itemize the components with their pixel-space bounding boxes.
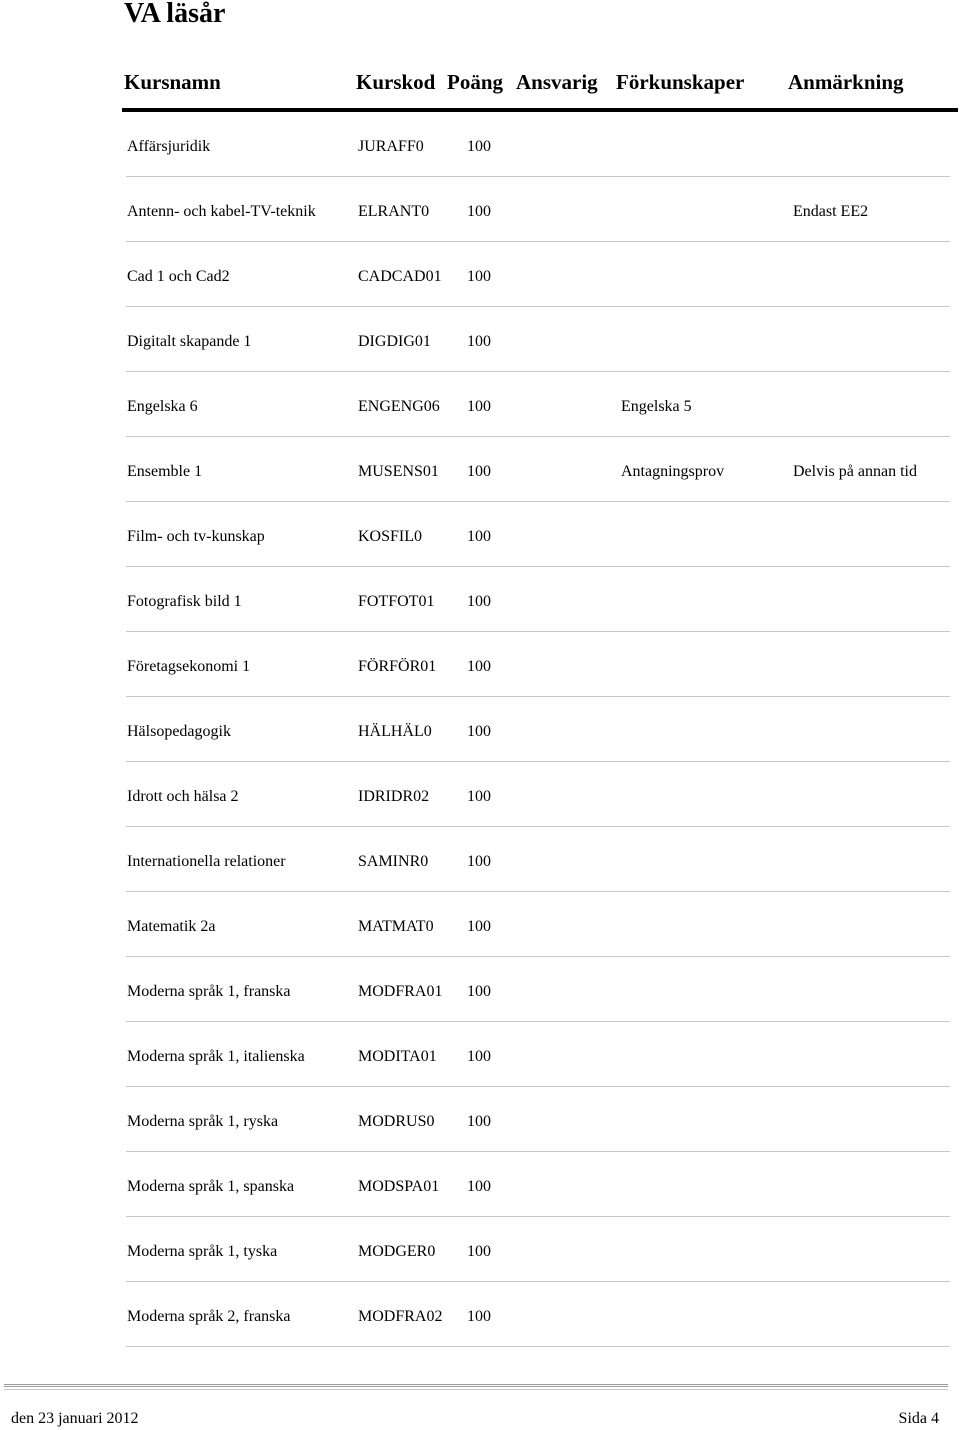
course-remark: Delvis på annan tid (793, 463, 917, 480)
table-row (126, 567, 950, 632)
course-points: 100 (467, 1048, 491, 1065)
table-row (126, 502, 950, 567)
course-name: Film- och tv-kunskap (127, 528, 265, 545)
course-points: 100 (467, 333, 491, 350)
course-code: MODITA01 (358, 1048, 437, 1065)
course-points: 100 (467, 593, 491, 610)
footer-divider-secondary (4, 1389, 948, 1390)
course-name: Internationella relationer (127, 853, 286, 870)
header-kursnamn: Kursnamn (124, 70, 221, 94)
course-name: Digitalt skapande 1 (127, 333, 252, 350)
header-ansvarig: Ansvarig (516, 70, 598, 94)
course-name: Ensemble 1 (127, 463, 203, 480)
course-points: 100 (467, 723, 491, 740)
table-row (126, 1282, 950, 1347)
course-points: 100 (467, 1113, 491, 1130)
course-code: DIGDIG01 (358, 333, 431, 350)
table-row (126, 957, 950, 1022)
table-row (126, 372, 950, 437)
course-points: 100 (467, 203, 491, 220)
table-row (126, 177, 950, 242)
course-name: Idrott och hälsa 2 (127, 788, 239, 805)
header-poang: Poäng (447, 70, 504, 94)
table-row (126, 1217, 950, 1282)
course-code: MODFRA01 (358, 983, 443, 1000)
course-name: Fotografisk bild 1 (127, 593, 242, 610)
course-points: 100 (467, 463, 491, 480)
table-row (126, 1152, 950, 1217)
course-points: 100 (467, 918, 491, 935)
course-code: HÄLHÄL0 (358, 723, 432, 740)
table-row (126, 762, 950, 827)
footer-date: den 23 januari 2012 (11, 1410, 139, 1427)
course-code: MODFRA02 (358, 1308, 443, 1325)
table-row (126, 112, 950, 177)
course-points: 100 (467, 1243, 491, 1260)
course-points: 100 (467, 983, 491, 1000)
table-row (126, 697, 950, 762)
course-points: 100 (467, 658, 491, 675)
table-row (126, 632, 950, 697)
table-row (126, 1022, 950, 1087)
table-row (126, 827, 950, 892)
course-code: JURAFF0 (358, 138, 424, 155)
course-table (0, 112, 960, 1347)
table-row (126, 1087, 950, 1152)
course-code: SAMINR0 (358, 853, 429, 870)
course-code: MODGER0 (358, 1243, 436, 1260)
course-remark: Endast EE2 (793, 203, 869, 220)
header-anmarkning: Anmärkning (788, 70, 904, 94)
table-row (126, 892, 950, 957)
footer-page-number: Sida 4 (898, 1410, 939, 1427)
course-code: CADCAD01 (358, 268, 442, 285)
table-row (126, 307, 950, 372)
course-points: 100 (467, 853, 491, 870)
course-code: ENGENG06 (358, 398, 440, 415)
course-points: 100 (467, 268, 491, 285)
course-code: FOTFOT01 (358, 593, 435, 610)
course-code: ELRANT0 (358, 203, 430, 220)
page-title: VA läsår (124, 0, 226, 29)
course-name: Moderna språk 1, spanska (127, 1178, 295, 1195)
course-name: Moderna språk 1, franska (127, 983, 291, 1000)
course-code: MODRUS0 (358, 1113, 435, 1130)
course-name: Moderna språk 1, ryska (127, 1113, 279, 1130)
table-header (0, 70, 960, 98)
course-name: Matematik 2a (127, 918, 216, 935)
course-name: Engelska 6 (127, 398, 198, 415)
course-name: Cad 1 och Cad2 (127, 268, 230, 285)
course-name: Antenn- och kabel-TV-teknik (127, 203, 316, 220)
course-name: Företagsekonomi 1 (127, 658, 251, 675)
header-kurskod: Kurskod (356, 70, 436, 94)
header-forkunskaper: Förkunskaper (616, 70, 745, 94)
course-code: FÖRFÖR01 (358, 658, 437, 675)
course-code: MUSENS01 (358, 463, 439, 480)
course-code: KOSFIL0 (358, 528, 423, 545)
course-prerequisites: Engelska 5 (621, 398, 692, 415)
course-name: Moderna språk 1, tyska (127, 1243, 278, 1260)
course-points: 100 (467, 398, 491, 415)
course-name: Affärsjuridik (127, 138, 211, 155)
course-points: 100 (467, 1178, 491, 1195)
footer-divider (4, 1384, 948, 1387)
course-prerequisites: Antagningsprov (621, 463, 725, 480)
table-row (126, 242, 950, 307)
course-points: 100 (467, 138, 491, 155)
course-points: 100 (467, 528, 491, 545)
course-name: Hälsopedagogik (127, 723, 231, 740)
course-points: 100 (467, 788, 491, 805)
course-code: MATMAT0 (358, 918, 434, 935)
course-name: Moderna språk 1, italienska (127, 1048, 305, 1065)
course-name: Moderna språk 2, franska (127, 1308, 291, 1325)
course-points: 100 (467, 1308, 491, 1325)
course-code: MODSPA01 (358, 1178, 440, 1195)
table-row (126, 437, 950, 502)
course-code: IDRIDR02 (358, 788, 430, 805)
